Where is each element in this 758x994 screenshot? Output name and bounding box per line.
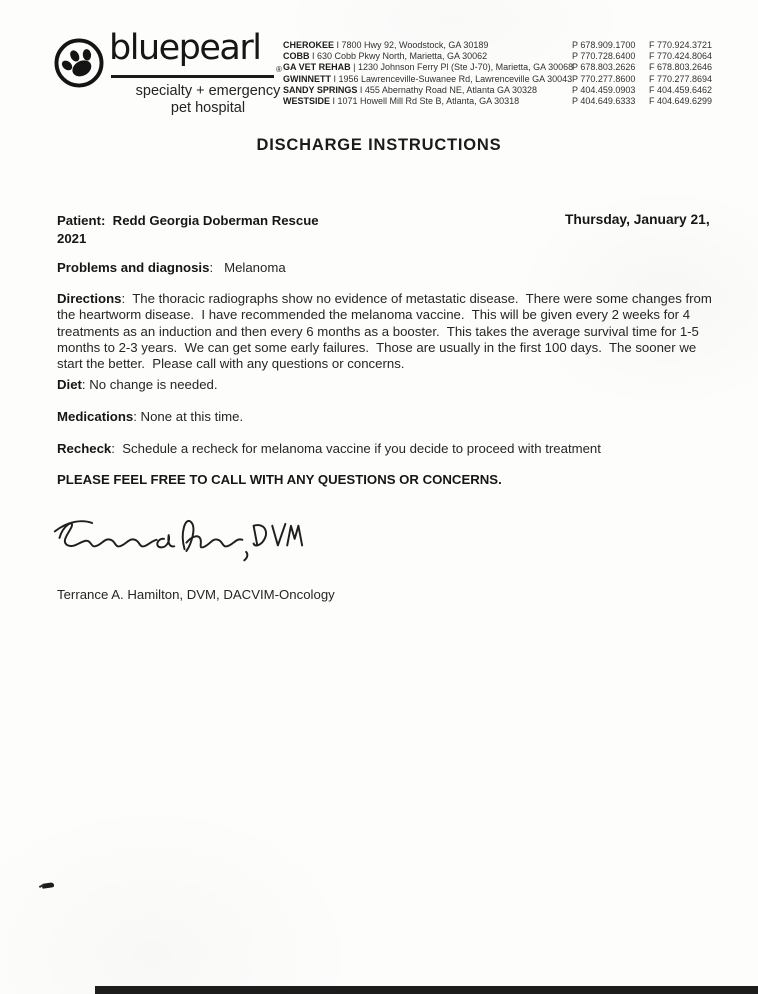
- locations-address-block: [283, 40, 583, 107]
- phone-line: [572, 51, 752, 62]
- phone-number: P 770.277.8600: [572, 73, 636, 84]
- locations-phone-block: [572, 40, 752, 107]
- location-name: CHEROKEE: [283, 40, 335, 50]
- typed-signature-name: Terrance A. Hamilton, DVM, DACVIM-Oncology: [57, 587, 335, 602]
- recheck-line: [57, 441, 737, 457]
- recheck-label: Recheck: [57, 441, 112, 456]
- date-line1: Thursday, January 21,: [565, 212, 710, 227]
- patient-name: Redd Georgia Doberman Rescue: [105, 213, 319, 228]
- medications-line: [57, 409, 723, 425]
- location-line: [283, 51, 583, 62]
- directions-text: : The thoracic radiographs show no evidence of metastatic disease. There were some changes from the heartworm disease. I have recommended the melanoma vaccine. This will be given every 2 weeks for 4 treatments as an induction and then every 6 months as a booster. This takes the average survival time for 1-5 months to 2-3 years. We can get some early failures. Those are usually in the first 100 days. The sooner we start the better. Please call with any questions or concerns.: [57, 291, 716, 372]
- phone-line: [572, 85, 752, 96]
- phone-line: [572, 74, 752, 85]
- location-address: I 7800 Hwy 92, Woodstock, GA 30189: [334, 40, 489, 50]
- document-title: DISCHARGE INSTRUCTIONS: [256, 136, 502, 154]
- diet-value: : No change is needed.: [81, 377, 218, 392]
- recheck-value: : Schedule a recheck for melanoma vaccine if you decide to proceed with treatment: [111, 441, 601, 456]
- problems-label: Problems and diagnosis: [57, 260, 210, 275]
- location-name: GA VET REHAB: [283, 62, 351, 73]
- fax-number: F 678.803.2646: [649, 62, 713, 73]
- directions-paragraph: [57, 291, 723, 372]
- patient-label: Patient:: [57, 213, 106, 228]
- callout-line: PLEASE FEEL FREE TO CALL WITH ANY QUESTIONS OR CONCERNS.: [57, 472, 502, 487]
- handwritten-signature: [52, 506, 304, 568]
- bluepearl-logo: [52, 28, 282, 116]
- diet-line: [57, 377, 723, 393]
- ink-smudge-mark: [42, 882, 55, 888]
- logo-tagline-line2: pet hospital: [170, 100, 246, 116]
- scan-edge-bar: [95, 986, 758, 994]
- location-name: WESTSIDE: [283, 96, 331, 107]
- location-line: [283, 74, 583, 85]
- phone-number: P 404.649.6333: [572, 96, 636, 107]
- paw-print-icon: [52, 37, 106, 89]
- phone-number: P 404.459.0903: [572, 84, 636, 95]
- location-line: [283, 85, 583, 96]
- directions-label: Directions: [57, 291, 122, 306]
- location-name: GWINNETT: [283, 73, 331, 84]
- problems-value: : Melanoma: [209, 260, 286, 275]
- brand-wordmark: bluepearl: [109, 28, 261, 68]
- fax-number: F 404.649.6299: [649, 96, 713, 107]
- phone-number: P 770.728.6400: [572, 51, 636, 62]
- medications-label: Medications: [57, 409, 134, 424]
- logo-tagline-line1: specialty + emergency: [135, 83, 281, 99]
- diet-label: Diet: [57, 377, 82, 392]
- location-address: I 1956 Lawrenceville-Suwanee Rd, Lawrenceville GA 30043: [331, 73, 573, 84]
- problems-line: [57, 260, 286, 276]
- fax-number: F 404.459.6462: [649, 84, 713, 95]
- fax-number: F 770.924.3721: [649, 40, 713, 50]
- phone-number: P 678.909.1700: [572, 40, 636, 50]
- patient-line: [57, 213, 577, 229]
- phone-line: [572, 62, 752, 73]
- phone-line: [572, 96, 752, 107]
- location-address: | 1230 Johnson Ferry Pl (Ste J-70), Marietta, GA 30068: [350, 62, 574, 73]
- fax-number: F 770.424.8064: [649, 51, 713, 62]
- location-address: I 1071 Howell Mill Rd Ste B, Atlanta, GA 30318: [330, 96, 520, 107]
- phone-number: P 678.803.2626: [572, 62, 636, 73]
- location-name: SANDY SPRINGS: [283, 84, 358, 95]
- medications-value: : None at this time.: [133, 409, 244, 424]
- phone-line: [572, 40, 752, 51]
- location-address: I 455 Abernathy Road NE, Atlanta GA 30328: [357, 84, 537, 95]
- fax-number: F 770.277.8694: [649, 73, 713, 84]
- location-address: I 630 Cobb Pkwy North, Marietta, GA 30062: [309, 51, 488, 62]
- location-line: [283, 62, 583, 73]
- registered-trademark-symbol: ®: [276, 65, 282, 74]
- location-line: [283, 96, 583, 107]
- wordmark-underline: [111, 75, 274, 78]
- date-line2: 2021: [57, 231, 87, 246]
- location-line: [283, 40, 583, 51]
- location-name: COBB: [283, 51, 310, 62]
